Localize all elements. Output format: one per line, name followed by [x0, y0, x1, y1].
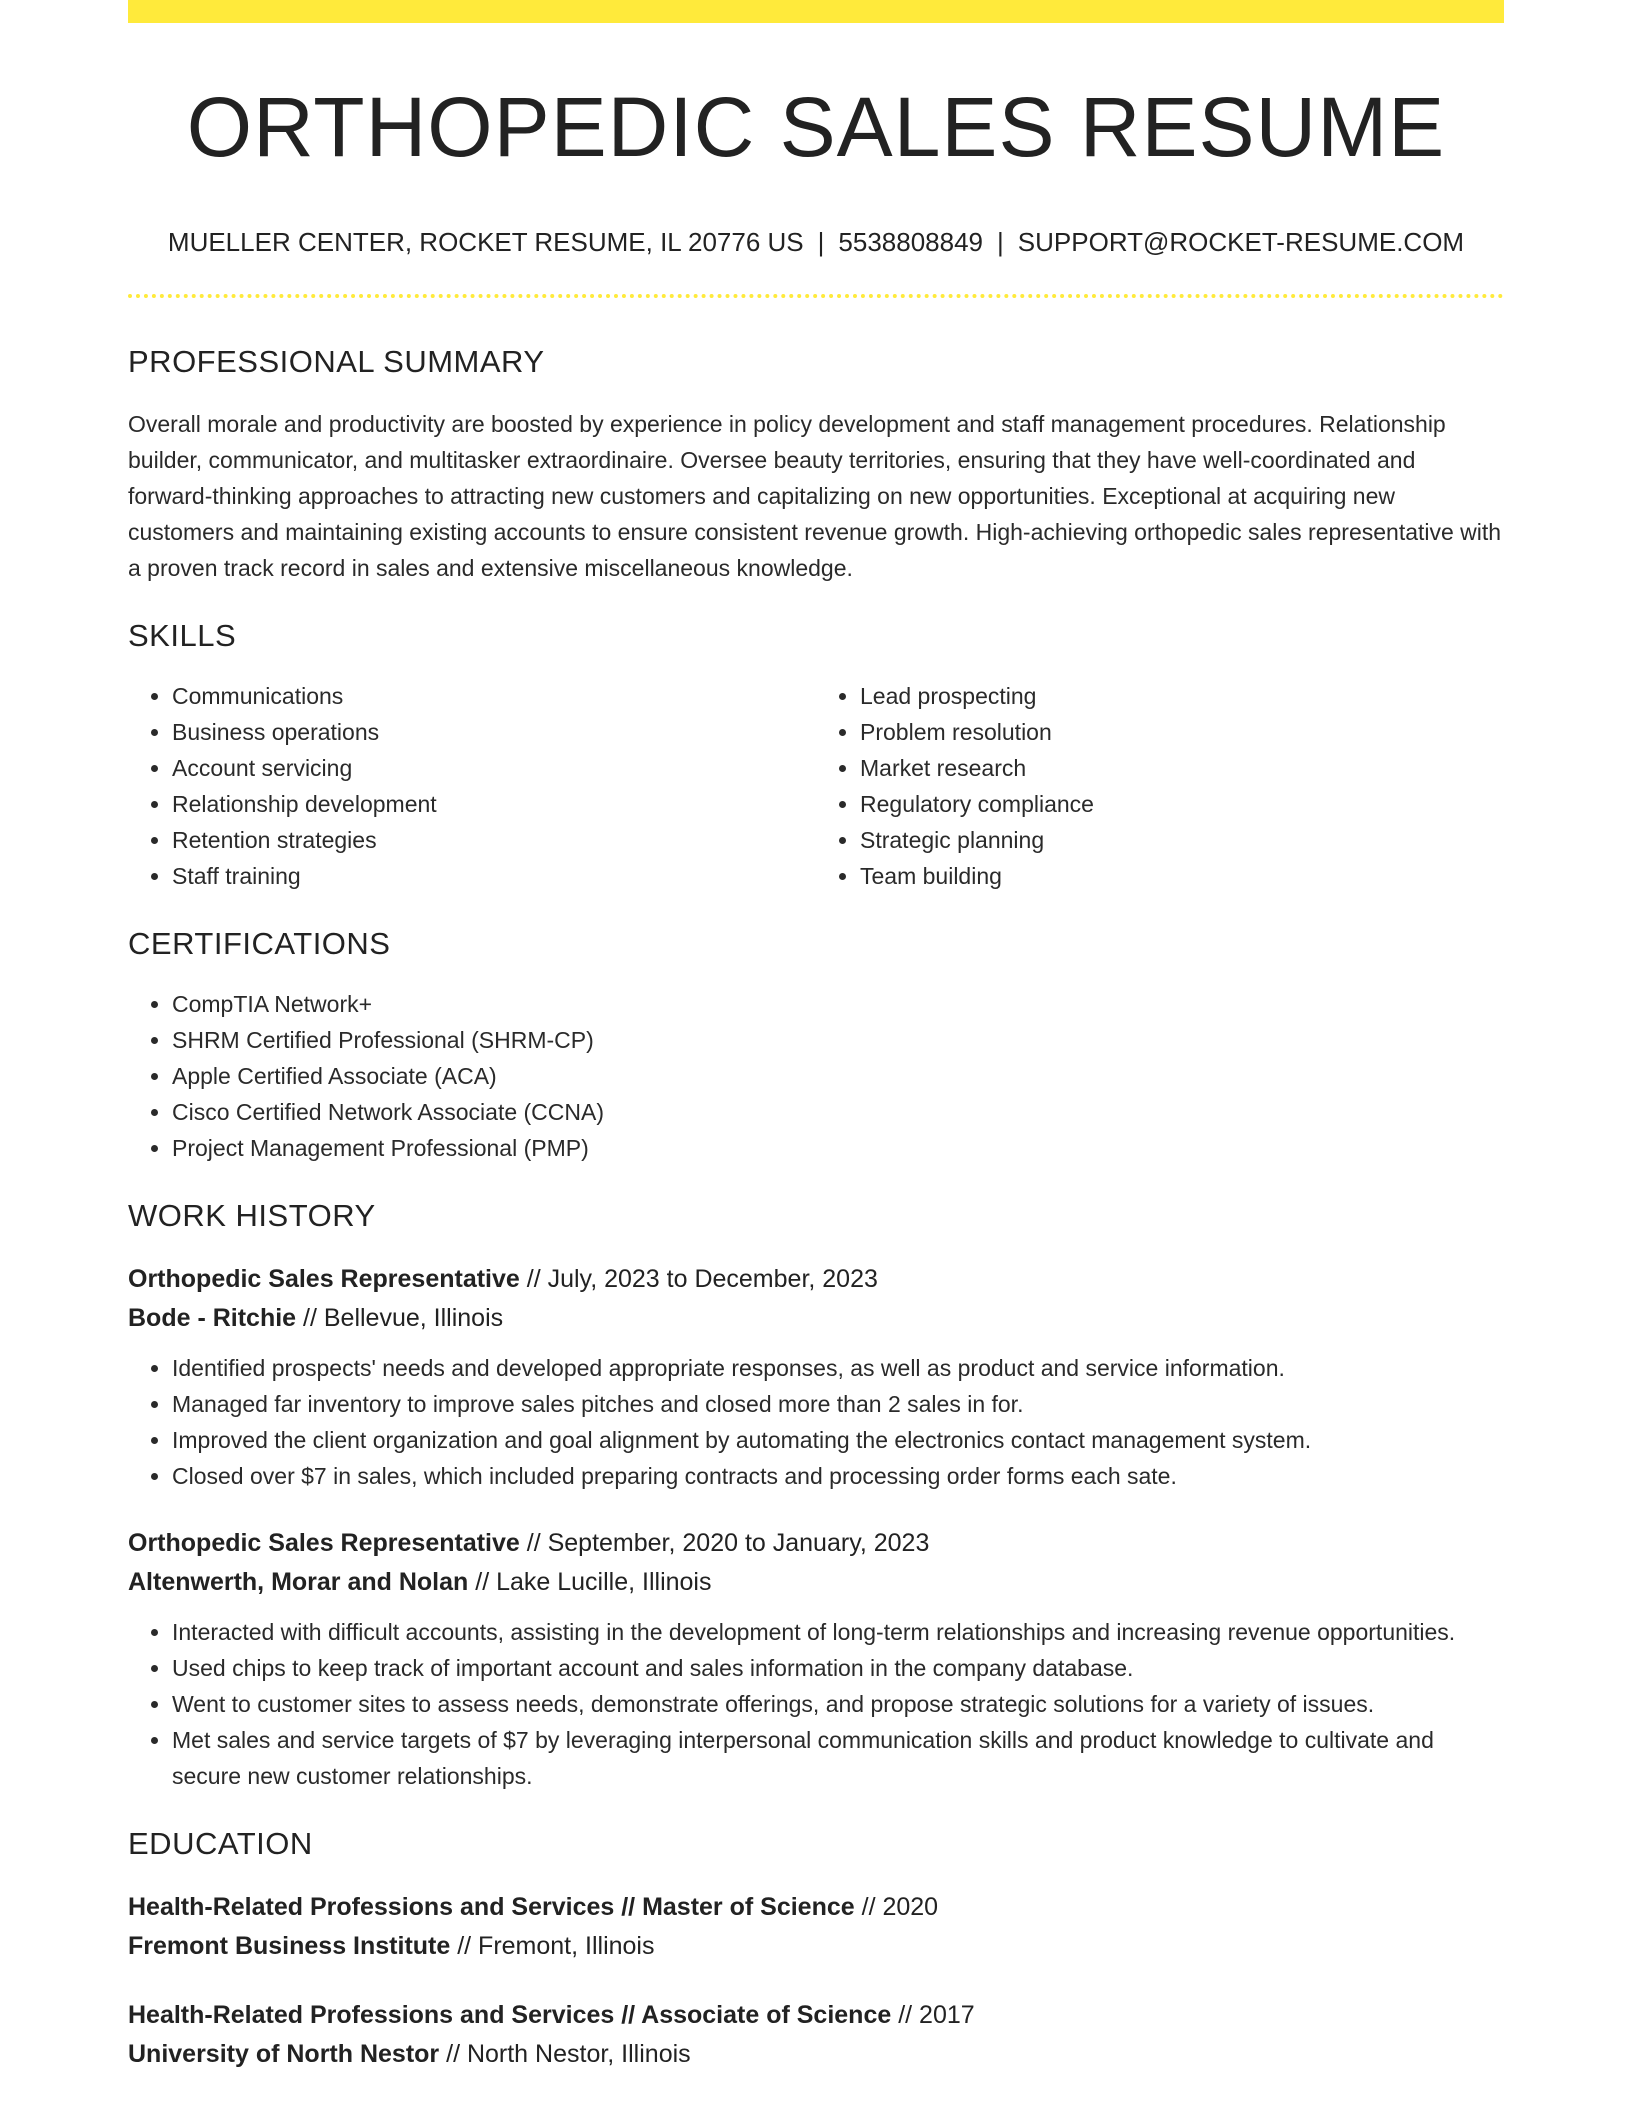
job-bullet: • Improved the client organization and goal alignment by automating the electronics contact management system.	[172, 1422, 1504, 1458]
skill-item: • Account servicing	[172, 750, 816, 786]
skill-item: • Lead prospecting	[860, 678, 1504, 714]
contact-separator: |	[817, 227, 825, 258]
certification-item: • CompTIA Network+	[172, 986, 1504, 1022]
job-title: Orthopedic Sales Representative	[128, 1265, 520, 1294]
education-school-line	[128, 1927, 1504, 1966]
resume-content	[128, 0, 1504, 2074]
education-school: University of North Nestor	[128, 2040, 440, 2069]
summary-text: Overall morale and productivity are boosted by experience in policy development and staff management procedures. Relationship builder, communicator, and multitasker extraordinaire. Oversee beauty territories, ensuring that they have well-coordinated and forward-thinking approaches to attracting new customers and capitalizing on new opportunities. Exceptional at acquiring new customers and maintaining existing accounts to ensure consistent revenue growth. High-achieving orthopedic sales representative with a proven track record in sales and extensive miscellaneous knowledge.	[128, 411, 1502, 582]
job-company: Altenwerth, Morar and Nolan	[128, 1568, 469, 1597]
skill-item: • Strategic planning	[860, 822, 1504, 858]
job-bullet: • Met sales and service targets of $7 by leveraging interpersonal communication skills and product knowledge to cultivate and secure new customer relationships.	[172, 1722, 1504, 1794]
contact-separator: |	[997, 227, 1004, 258]
job-bullet: • Identified prospects' needs and developed appropriate responses, as well as product and service information.	[172, 1350, 1504, 1386]
education-school: Fremont Business Institute	[128, 1932, 451, 1961]
certification-item: • SHRM Certified Professional (SHRM-CP)	[172, 1022, 1504, 1058]
contact-line	[128, 227, 1504, 258]
education-entry	[128, 1996, 1504, 2074]
education-degree-line	[128, 1888, 1504, 1927]
certification-item: • Project Management Professional (PMP)	[172, 1130, 1504, 1166]
job-dates: // July, 2023 to December, 2023	[519, 1265, 878, 1294]
skill-item: • Relationship development	[172, 786, 816, 822]
job-title: Orthopedic Sales Representative	[128, 1529, 520, 1558]
job-location: // Bellevue, Illinois	[296, 1304, 504, 1333]
certifications-list	[128, 986, 1504, 1166]
job-company-line	[128, 1299, 1504, 1338]
job-entry	[128, 1524, 1504, 1794]
contact-phone: 5538808849	[838, 227, 984, 258]
education-heading: EDUCATION	[128, 1826, 313, 1862]
summary-heading: PROFESSIONAL SUMMARY	[128, 344, 545, 380]
job-bullet: • Went to customer sites to assess needs, demonstrate offerings, and propose strategic solutions for a variety of issues.	[172, 1686, 1504, 1722]
job-bullets	[128, 1350, 1504, 1494]
skills-heading: SKILLS	[128, 618, 237, 654]
job-bullet: • Interacted with difficult accounts, assisting in the development of long-term relationships and increasing revenue opportunities.	[172, 1614, 1504, 1650]
contact-address: MUELLER CENTER, ROCKET RESUME, IL 20776 US	[167, 227, 804, 258]
skill-item: • Regulatory compliance	[860, 786, 1504, 822]
contact-email: SUPPORT@ROCKET-RESUME.COM	[1017, 227, 1465, 258]
skill-item: • Problem resolution	[860, 714, 1504, 750]
skills-columns	[128, 678, 1504, 894]
job-bullets	[128, 1614, 1504, 1794]
job-title-line	[128, 1524, 1504, 1563]
job-title-line	[128, 1260, 1504, 1299]
certifications-section	[128, 926, 1504, 1166]
accent-top-bar	[128, 0, 1504, 23]
work-history-heading: WORK HISTORY	[128, 1198, 376, 1234]
job-bullet: • Used chips to keep track of important account and sales information in the company database.	[172, 1650, 1504, 1686]
job-bullet: • Managed far inventory to improve sales pitches and closed more than 2 sales in for.	[172, 1386, 1504, 1422]
education-location: // North Nestor, Illinois	[439, 2040, 691, 2069]
skill-item: • Team building	[860, 858, 1504, 894]
work-history-section	[128, 1198, 1504, 1794]
dotted-divider	[128, 294, 1504, 298]
skill-item: • Business operations	[172, 714, 816, 750]
job-dates: // September, 2020 to January, 2023	[519, 1529, 930, 1558]
skills-list-right	[816, 678, 1504, 894]
education-school-line	[128, 2035, 1504, 2074]
skill-item: • Retention strategies	[172, 822, 816, 858]
education-year: // 2017	[891, 2001, 975, 2030]
job-company-line	[128, 1563, 1504, 1602]
skills-list-left	[128, 678, 816, 894]
education-degree-line	[128, 1996, 1504, 2035]
skills-section	[128, 618, 1504, 894]
skill-item: • Communications	[172, 678, 816, 714]
education-degree: Health-Related Professions and Services // Associate of Science	[128, 2001, 892, 2030]
job-location: // Lake Lucille, Illinois	[468, 1568, 712, 1597]
resume-title: ORTHOPEDIC SALES RESUME	[186, 80, 1446, 174]
certification-item: • Cisco Certified Network Associate (CCNA)	[172, 1094, 1504, 1130]
education-degree: Health-Related Professions and Services // Master of Science	[128, 1893, 855, 1922]
summary-section	[128, 344, 1504, 586]
certification-item: • Apple Certified Associate (ACA)	[172, 1058, 1504, 1094]
skill-item: • Staff training	[172, 858, 816, 894]
skill-item: • Market research	[860, 750, 1504, 786]
job-bullet: • Closed over $7 in sales, which included preparing contracts and processing order forms each sate.	[172, 1458, 1504, 1494]
education-entry	[128, 1888, 1504, 1966]
certifications-heading: CERTIFICATIONS	[128, 926, 391, 962]
job-company: Bode - Ritchie	[128, 1304, 297, 1333]
education-year: // 2020	[854, 1893, 939, 1922]
education-location: // Fremont, Illinois	[450, 1932, 655, 1961]
job-entry	[128, 1260, 1504, 1494]
education-section	[128, 1826, 1504, 2074]
